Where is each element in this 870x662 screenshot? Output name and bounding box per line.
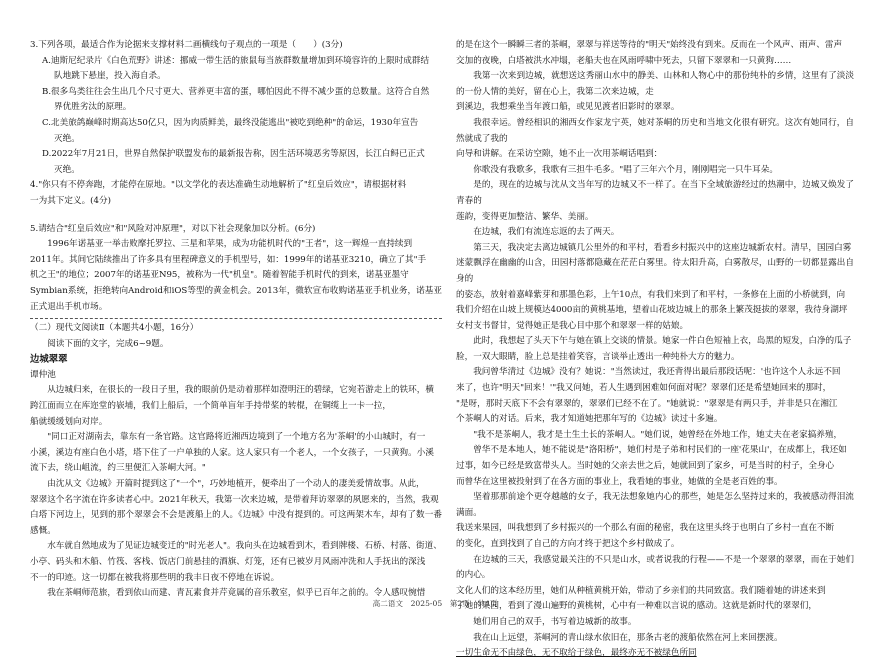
underlined-sentence: 一切生命无不由绿色，无不取给于绿色，最终亦无不被绿色所同 (456, 648, 697, 659)
section-divider (30, 318, 442, 319)
q5-para-line-3: 机之王"的地位；2007年的诺基亚N95，被称为一代"机皇"。随着智能手机时代的到来，诺基亚墨守 (30, 270, 409, 281)
q3-option-c-cont: 灭绝。 (54, 133, 80, 144)
article-line: 小亭、码头和木船、竹筏、客栈、饭店门前悬挂的酒旗、灯笼，还有已被岁月风雨冲洗和人手抚出的深浅 (30, 557, 426, 567)
article-line: 我们介绍在山坡上规模达4000亩的黄桃基地，望着山花坡边城上的那条上繁茂挺拔的翠翠，我待身湖坪 (456, 305, 848, 316)
article-author: 谭仲池 (30, 369, 56, 380)
q3-stem: 3.下列各项，最适合作为论据来支撑材料二画横线句子观点的一项是（ ）(3分) (30, 40, 343, 50)
q4-line-2: 一为其下定义。(4分) (30, 195, 111, 206)
section-heading: （二）现代文阅读Ⅱ（本题共4小题，16分） (30, 323, 199, 334)
article-line: "同口正对湖南去，靠东有一条官路。这官路将近湘西边境到了一个地方名为'茶峒'的小山城时，有一 (47, 432, 426, 443)
q4-line-1: 4."你只有不停奔跑，才能停在原地。"以文学化的表达准确生动地解析了"红皇后效应"，请根据材料 (30, 180, 407, 191)
article-line: 而曾华在这里被投射到了在各方面的事业上，我看她的事业，她做的全是老百姓的事。 (456, 476, 783, 487)
article-line: 是的，现在的边城与沈从文当年写的边城又不一样了。在当下全域旅游经过的热潮中，边城又焕发了青春的 (456, 180, 854, 206)
right-column (456, 38, 854, 662)
article-line: 船就缓缓划向对岸。 (30, 416, 108, 427)
article-line: 坚着那那前途个更夺越越的女子，我无法想象她内心的那些，她是怎么坚持过来的，我被感动得泪流满面。 (456, 492, 854, 518)
article-line: 到溪边，我想乘坐当年渡口船，或见见渡者旧影时的翠翠。 (456, 102, 680, 113)
article-line: 水车就自然地成为了见证边城变迁的"时光老人"。我向头在边城看到木，看到牌楼、石桥、村落、街道、 (47, 541, 442, 552)
article-title: 边城翠翠 (30, 354, 68, 366)
q3-option-a: A.迪斯尼纪录片《白色荒野》讲述：挪威一带生活的旅鼠每当族群数量增加到环境容许的上限时成群结 (42, 55, 430, 66)
article-line: 此时，我想起了头天下午与她在镇上交谈的情景。她家一件白色短袖上衣，岛黑的短发，白净的瓜子 (473, 336, 852, 347)
article-line: 小溪，溪边有座白色小塔，塔下住了一户单独的人家。这人家只有一个老人，一个女孩子，一只黄狗。小溪 (30, 447, 434, 458)
article-line: 我在茶峒师范旅，看到依山而建、青瓦素食并芹竟属的音乐教室，似乎已百年之前的。令人感叹惋惜 (47, 588, 426, 599)
article-line: 的姿态，放射着嘉峰紫芽和那墨色彩，上午10点，有我们来到了和平村，一条修在上面的小桥就到，向 (456, 289, 846, 300)
page-footer: 高二语文 2025-05 第2页 共4页 (372, 599, 498, 608)
article-line: 我第一次来到边城，就想送这秀丽山水中的静美、山林和人物心中的那份纯朴的乡情，这里有了淡淡的一份人情的美好，留在心上，我第二次来边城，走 (456, 71, 854, 97)
q5-para-line-2: 2011年。其间它陆续推出了许多具有里程碑意义的手机型号，如：1999年的诺基亚3210，确立了其"手 (30, 254, 427, 265)
q3-option-d: D.2022年7月21日，世界自然保护联盟发布的最新报告称，因生活环境恶劣等原因，长江白鲟已正式 (42, 149, 425, 160)
article-line: 交加的夜晚，白塔被洪水冲塌，老船夫也在风雨呼啸中死去，只留下翠翠和一只黄狗…… (456, 55, 792, 66)
q5-stem: 5.请结合"红皇后效应"和"风险对冲原理"，对以下社会现象加以分析。(6分) (30, 223, 316, 234)
q3-option-c: C.北美旅鸽巅峰时期高达50亿只，因为肉质鲜美，最终没能逃出"被吃到绝种"的命运，1930年宣告 (42, 117, 419, 128)
article-line: "我不是茶峒人，我才是土生土长的茶峒人。"她们说，她曾经在外地工作，她丈夫在老家搞养殖， (473, 429, 843, 440)
article-line: 第三天，我决定去离边城镇几公里外的和平村，看看乡村振兴中的这座边城新农村。清早，国园白雾 (473, 242, 852, 253)
q5-para-line-1: 1996年诺基亚一举击败摩托罗拉、三星和苹果，成为功能机时代的"王者"，这一辉煌一直持续到 (47, 239, 413, 250)
article-line: 翠翠这个名字流在许多读者心中。2021年秋天，我第一次来边城，是带着拜访翠翠的夙愿来的，当然，我观 (30, 494, 439, 505)
reading-instruction: 阅读下面的文字，完成6~9题。 (47, 338, 169, 349)
article-line: "是呀，那时天底下不会有翠翠的，翠翠们已经不在了。"她就说："翠翠是有两只手，并非是只在湘江 (456, 398, 838, 409)
article-line: 在边城的三天，我感觉最关注的不只是山水，或者说我的行程——不是一个翠翠的翠翠，而在于她们的内心。 (456, 554, 854, 581)
article-line: 曾华不是本地人，她不能说是"洛阳桥"，她们村是子弟和村民们的一座'花果山'，在成都上，我还如 (473, 445, 847, 456)
article-line: 过事，如今已经是致富带头人。当时她的父亲去世之后，她就回到了家乡，可是当时的村子，全身心 (456, 461, 835, 472)
article-line: 我问曾华清过《边城》没有？她说："当然读过，我还背得出最后那段话呢：'也许这个人永远不回 (473, 367, 841, 378)
article-line: 的变化，直到找到了自己的方向才终于把这个乡村做成了。 (456, 539, 680, 549)
article-line: 不一的印迹。这一切都在被我将那些明的我丰日夜不停地在诉说。 (30, 572, 280, 583)
article-line: 文化人们的这本经历里，她们从种植黄桃开始，带动了乡亲们的共同致富。我们随着她的讲述来到 (456, 585, 826, 596)
left-column (30, 38, 442, 602)
q3-option-b-cont: 界优胜劣汰的原理。 (54, 102, 132, 113)
article-line: 你歌没有我歌多，我歌有三担牛毛多。"唱了三年六个月，刚刚唱完一只牛耳朵。 (473, 164, 778, 175)
article-line: 女村支书督甘，觉得她正是我心目中那个和翠翠一样的姑娘。 (456, 320, 689, 331)
article-line: 个茶峒人的对话。后来，我才知道她把那年写的《边城》读过十多遍。 (456, 414, 723, 425)
article-line: 莲韵，变得更加整洁、繁华、美丽。 (456, 211, 594, 222)
article-line: 向导和讲解。在采访空隙，她不止一次用茶峒话唱到： (456, 149, 663, 160)
q3-option-b: B.很多鸟类往往会生出几个尺寸更大、营养更丰富的蛋，哪怕因此不得不减少蛋的总数量。这符合自然 (42, 86, 430, 97)
q3-option-d-cont: 灭绝。 (54, 164, 80, 175)
article-line: 我在山上远望，茶峒河的青山绿水依旧在，那条古老的渡船依然在河上来回摆渡。 (473, 632, 783, 643)
article-line: 从边城归来，在很长的一段日子里，我的眼前仍是动着那样如澄明汪的碧绿，它宛若游走上的铁环，横 (47, 385, 434, 396)
article-line: 迷蒙飘浮在幽幽的山含，田园村落都隐藏在茫茫白雾里。待太阳升高，白雾散尽，山野的一切都显露出自身的 (456, 258, 854, 284)
article-line: 了她的果园，看到了漫山遍野的黄桃树，心中有一种难以言说的感动。这就是新时代的翠翠们， (456, 601, 817, 612)
q5-para-line-4: Symbian系统，拒绝转向Android和iOS等型的黄金机会。2013年，微软宣布收购诺基亚手机业务，诺基亚正式退出手机市场。 (30, 285, 442, 312)
article-line: 在边城，我们有流连忘返的去了两天。 (473, 227, 620, 238)
article-line: 我很幸运。曾经相识的湘西女作家龙宁英，她对茶峒的历史和当地文化很有研究。这次有她同行，自然就成了我的 (456, 117, 854, 144)
article-line: 跨江面而立在库迩堂的嵚埔，我们上船后，一个简单盲年手持带桨的转棍，在铜缆上一卡一拉， (30, 401, 391, 412)
article-line: 的是在这个一瞬瞬三者的茶峒，翠翠与祥送等待的"明天"始终没有到来。反而在一个风声、雨声、雷声 (456, 40, 843, 50)
q3-option-a-cont: 队地跳下悬崖，投入海自杀。 (54, 71, 166, 82)
article-line: 流下去，绕山岨流，约三里便汇入茶峒大河。" (30, 463, 206, 474)
article-line: 白塔下河边上，见到的那个翠翠会不会是渡船上的人。《边城》中没有提到的。可这两架木车，却有了数一番感慨。 (30, 510, 442, 536)
article-line: 由沈从文《边城》开篇时提到这了"一个"，巧妙地植开，便牵出了一个动人的凄美爱情故事。从此， (47, 479, 425, 490)
article-line: 她们用自己的双手，书写着边城新的故事。 (473, 616, 637, 627)
article-line: 来了，也许"明天"回来！'"我又问她，若人生遇到困难如何面对呢？翠翠们还是希望她回来的那时， (456, 383, 832, 394)
article-line: 脸，一双大眼睛，脸上总是挂着笑容，言谈举止透出一种纯朴大方的魅力。 (456, 351, 740, 362)
article-line: 我送来果园，叫我想到了乡村振兴的一个那么有面的秘密，我在这里头终于也明白了乡村一直在不断 (456, 523, 835, 534)
